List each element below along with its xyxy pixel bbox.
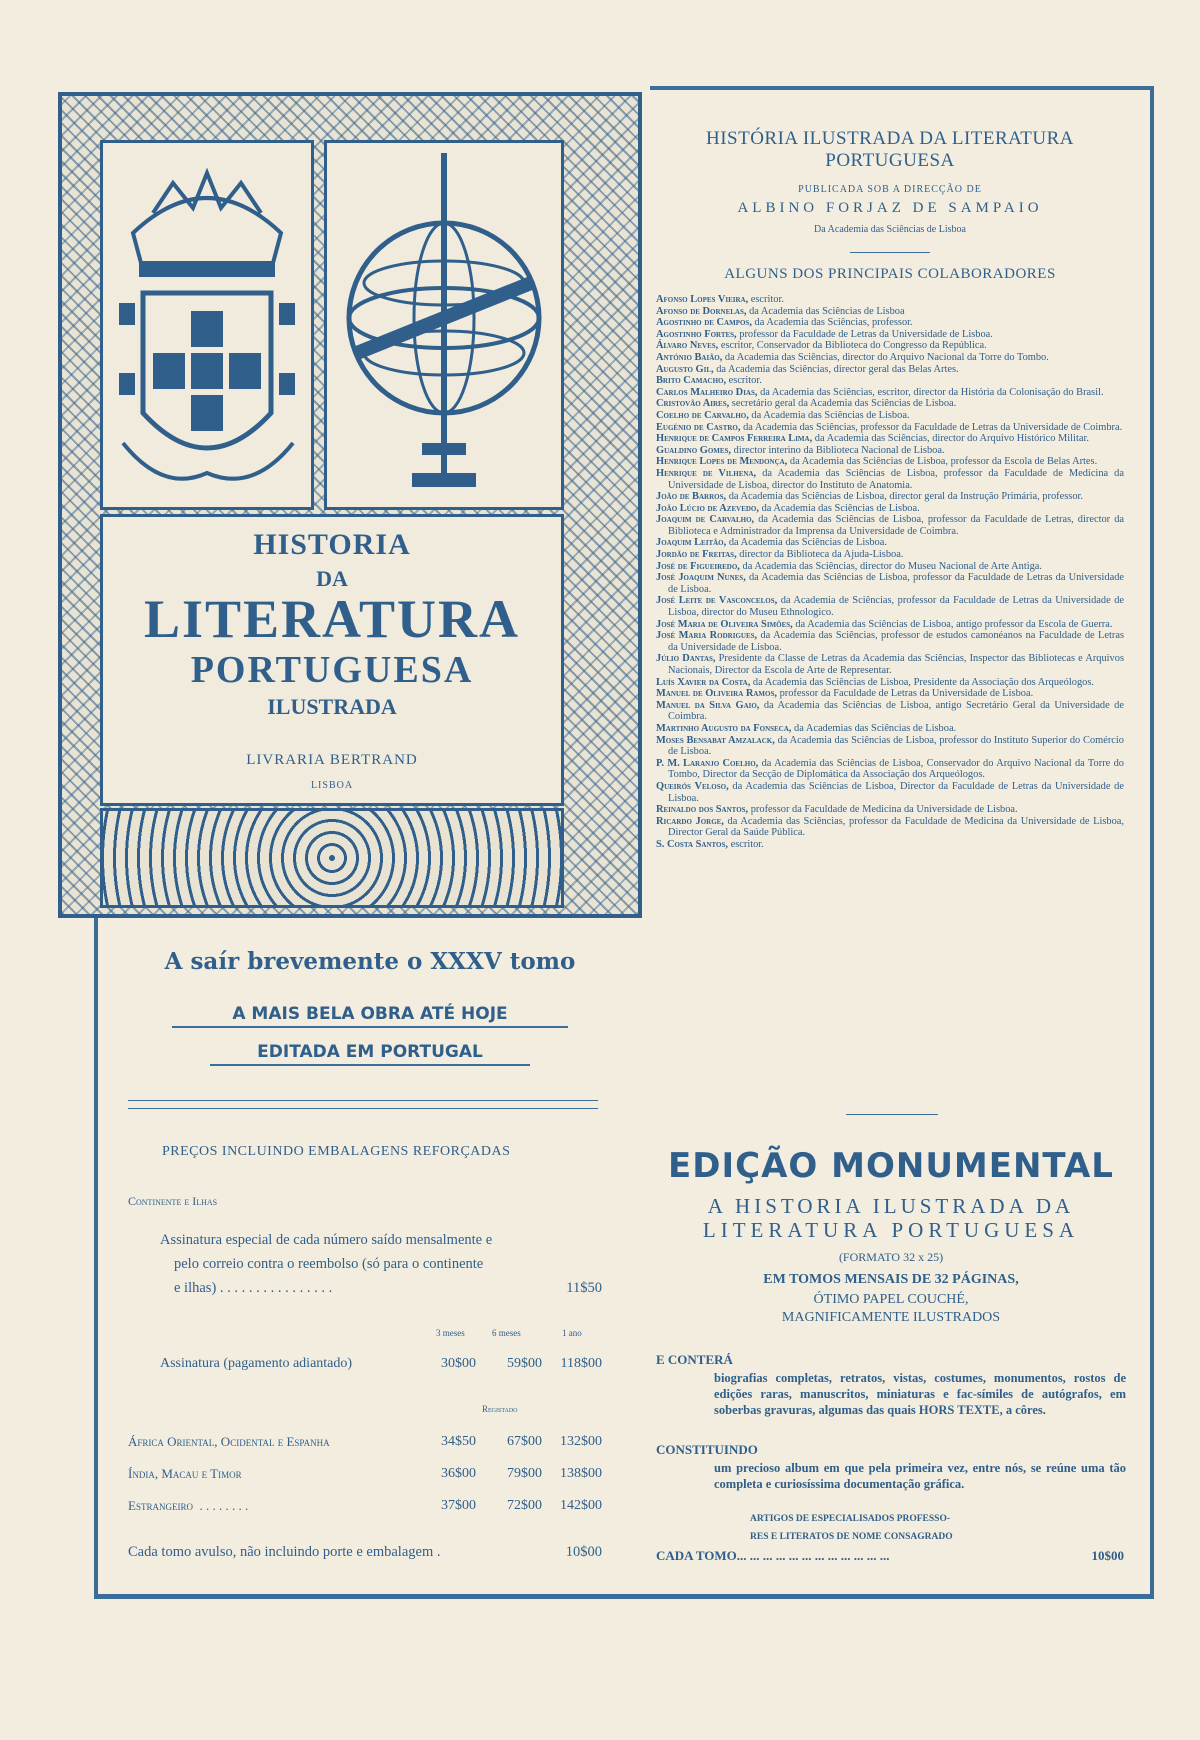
cover-ornament-strip [100, 808, 564, 908]
collaborator-name: José de Figueiredo, [656, 560, 740, 572]
collaborator-name: José Maria de Oliveira Simões, [656, 618, 793, 630]
collaborator-name: Ricardo Jorge, [656, 815, 724, 827]
col-header-3-meses: 3 meses [436, 1328, 465, 1338]
collaborator-name: João de Barros, [656, 491, 727, 503]
collaborator-name: Coelho de Carvalho, [656, 409, 749, 421]
price-3m: 37$00 [441, 1498, 476, 1513]
cada-tomo-price: 10$00 [1091, 1548, 1124, 1563]
bela-obra-line-1: A MAIS BELA OBRA ATÉ HOJE [232, 1004, 508, 1024]
tomos-line-2: ÓTIMO PAPEL COUCHÉ, [813, 1292, 969, 1307]
collaborator-description: da Academia das Sciências, director do Arquivo Nacional da Torre do Tombo. [722, 351, 1049, 363]
collaborator-entry [656, 329, 1124, 341]
right-title-2: PORTUGUESA [825, 150, 955, 171]
collaborator-description: da Academia das Sciências de Lisboa, antigo professor da Escola de Guerra. [792, 618, 1113, 630]
collaborator-entry [656, 456, 1124, 468]
collaborator-entry [656, 422, 1124, 434]
cover-title-line2: DA [316, 566, 348, 591]
collaborator-name: P. M. Laranjo Coelho, [656, 757, 759, 769]
collaborator-entry [656, 653, 1124, 676]
bela-obra-line-2: EDITADA EM PORTUGAL [257, 1042, 483, 1062]
collaborator-name: Carlos Malheiro Dias, [656, 386, 758, 398]
artigos-line-1: ARTIGOS DE ESPECIALISADOS PROFESSO- [750, 1514, 951, 1524]
collaborator-name: Manuel da Silva Gaio, [656, 699, 760, 711]
price-6m: 72$00 [507, 1498, 542, 1513]
collaborator-entry [656, 387, 1124, 399]
collaborator-name: Agostinho Fortes, [656, 328, 737, 340]
collaborator-description: da Academia das Sciências, professor da Faculdade de Medicina da Universidade de Lisboa, Director Geral da Saúde Pública. [668, 815, 1124, 839]
collaborator-name: Henrique Lopes de Mendonça, [656, 456, 788, 468]
collaborator-name: João Lúcio de Azevedo, [656, 502, 759, 514]
collaborator-description: da Academia das Sciências de Lisboa [746, 305, 905, 317]
collaborator-entry [656, 445, 1124, 457]
precos-heading: PREÇOS INCLUINDO EMBALAGENS REFORÇADAS [162, 1144, 511, 1159]
collaborator-description: da Academia das Sciências de Lisboa, Conservador do Arquivo Nacional da Torre do Tombo, Director da Secção de Diplomática da Associação dos Arqueólogos. [668, 757, 1124, 781]
director-academy: Da Academia das Sciências de Lisboa [814, 224, 966, 235]
collaborator-description: da Academia de Sciências, professor da Faculdade de Letras da Universidade de Lisboa, director do Museu Ethnologico. [668, 595, 1124, 619]
continente-label: Continente e Ilhas [128, 1194, 218, 1208]
collaborator-entry [656, 398, 1124, 410]
collaborator-description: da Academia das Sciências de Lisboa, professor do Instituto Superior do Comércio de Lisboa. [668, 734, 1124, 758]
assinatura-price-3m: 30$00 [441, 1356, 476, 1371]
collaborator-entry [656, 468, 1124, 491]
collaborator-entry [656, 735, 1124, 758]
collaborator-name: Henrique de Campos Ferreira Lima, [656, 433, 813, 445]
published-by: PUBLICADA SOB A DIRECÇÃO DE [798, 184, 982, 195]
collaborator-entry [656, 688, 1124, 700]
collaborator-name: Manuel de Oliveira Ramos, [656, 688, 777, 700]
left-double-rule-b [128, 1108, 598, 1109]
collaborator-name: Jordão de Freitas, [656, 549, 737, 561]
collaborators-list [656, 294, 1124, 851]
col-header-6-meses: 6 meses [492, 1328, 521, 1338]
assinatura-especial-line-3: e ilhas) . . . . . . . . . . . . . . . . [174, 1280, 333, 1296]
collaborator-description: escritor. [728, 838, 764, 850]
assinatura-especial-price: 11$50 [566, 1280, 602, 1296]
collaborator-name: António Baião, [656, 351, 723, 363]
collaborator-name: S. Costa Santos, [656, 838, 728, 850]
price-3m: 36$00 [441, 1466, 476, 1481]
collaborator-description: escritor. [748, 294, 784, 305]
edicao-title-1: A HISTORIA ILUSTRADA DA [707, 1194, 1075, 1218]
collaborator-entry [656, 595, 1124, 618]
collaborator-entry [656, 700, 1124, 723]
collaborator-name: Moses Bensabat Amzalack, [656, 734, 775, 746]
frame-top-rule [650, 86, 1154, 90]
collaborator-description: professor da Faculdade de Letras da Universidade de Lisboa. [776, 688, 1034, 700]
collaborator-entry [656, 340, 1124, 352]
book-cover-illustration [58, 92, 642, 918]
collaborator-description: da Academia das Sciências, professor da Faculdade de Letras da Universidade de Coimbra. [740, 421, 1123, 433]
edicao-title-2: LITERATURA PORTUGUESA [702, 1218, 1080, 1242]
assinatura-especial-line-2: pelo correio contra o reembolso (só para o continente [174, 1256, 484, 1272]
collaborator-name: Gualdino Gomes, [656, 444, 732, 456]
registado-label: Registado [482, 1404, 518, 1414]
collaborator-description: professor da Faculdade de Letras da Universidade de Lisboa. [736, 328, 993, 340]
saida-announcement: A saír brevemente o XXXV tomo [164, 948, 576, 975]
collaborator-name: Brito Camacho, [656, 375, 727, 387]
collaborator-description: da Academia das Sciências de Lisboa, Presidente da Associação dos Arqueólogos. [750, 676, 1094, 688]
collaborator-description: da Academia das Sciências de Lisboa, antigo Secretário Geral da Universidade de Coimbra. [668, 699, 1124, 723]
edicao-heading: EDIÇÃO MONUMENTAL [668, 1146, 1114, 1186]
collaborator-entry [656, 503, 1124, 515]
frame-bottom-rule [94, 1594, 1154, 1599]
collaborator-entry [656, 514, 1124, 537]
armillary-sphere-icon [327, 143, 561, 507]
collaborator-entry [656, 410, 1124, 422]
short-divider-2 [846, 1114, 938, 1115]
assinatura-price-6m: 59$00 [507, 1356, 542, 1371]
collaborator-name: Cristovão Aires, [656, 398, 730, 410]
collaborator-entry [656, 839, 1124, 851]
assinatura-label: Assinatura (pagamento adiantado) [160, 1356, 353, 1371]
collaborator-entry [656, 549, 1124, 561]
collaborator-description: da Academia das Sciências de Lisboa, director geral da Instrução Primária, professor. [726, 491, 1083, 503]
collaborator-name: Álvaro Neves, [656, 340, 719, 352]
collaborator-entry [656, 352, 1124, 364]
collaborator-description: da Academia das Sciências de Lisboa. [758, 502, 920, 514]
tomos-line-3: MAGNIFICAMENTE ILUSTRADOS [781, 1310, 1001, 1325]
tomos-line-1: EM TOMOS MENSAIS DE 32 PÁGINAS, [763, 1272, 1019, 1287]
bela-obra-underline-2 [210, 1064, 530, 1066]
price-1a: 142$00 [560, 1498, 602, 1513]
armillary-sphere-panel [324, 140, 564, 510]
collaborator-entry [656, 572, 1124, 595]
collaborator-name: Henrique de Vilhena, [656, 467, 757, 479]
collaborator-entry [656, 537, 1124, 549]
collaborator-description: escritor. [726, 375, 762, 387]
collaborator-name: José Maria Rodrigues, [656, 630, 758, 642]
collaborator-entry [656, 781, 1124, 804]
frame-right-rule [1150, 86, 1154, 1596]
collaborator-entry [656, 433, 1124, 445]
left-double-rule-a [128, 1100, 598, 1101]
contera-label: E CONTERÁ [656, 1352, 733, 1367]
collaborator-description: director interino da Biblioteca Nacional de Lisboa. [731, 444, 945, 456]
formato: (FORMATO 32 x 25) [838, 1250, 944, 1264]
price-row-label: Índia, Macau e Timor [128, 1466, 242, 1481]
collaborator-entry [656, 816, 1124, 839]
collaborator-name: Joaquim Leitão, [656, 537, 727, 549]
collaborator-name: Júlio Dantas, [656, 653, 716, 665]
collaborator-name: José Leite de Vasconcelos, [656, 595, 778, 607]
avulso-label: Cada tomo avulso, não incluindo porte e embalagem . [128, 1544, 441, 1560]
collaborator-description: da Academias das Sciências de Lisboa. [791, 722, 957, 734]
collaborator-description: director da Biblioteca da Ajuda-Lisboa. [736, 549, 904, 561]
short-divider-1 [850, 252, 930, 253]
collaborator-description: da Academia das Sciências de Lisboa, professor da Faculdade de Medicina da Universidade de Lisboa, director do Instituto de Anatomia. [668, 467, 1124, 491]
cada-tomo-label: CADA TOMO... ... ... ... ... ... ... ... ... ... ... ... [656, 1548, 890, 1563]
collaborator-entry [656, 491, 1124, 503]
cover-title-line3: LITERATURA [143, 589, 521, 649]
cover-publisher: LIVRARIA BERTRAND [246, 752, 418, 768]
collaborator-entry [656, 375, 1124, 387]
collaborator-description: da Academia das Sciências, escritor, director da História da Colonisação do Brasil. [757, 386, 1104, 398]
assinatura-price-1a: 118$00 [560, 1356, 602, 1371]
contera-text: biografias completas, retratos, vistas, costumes, monumentos, rostos de edições raras, manuscritos, miniaturas e fac-símiles de autógrafos, em soberbas gravuras, algumas das quais HORS TEXTE, a côres. [714, 1371, 1126, 1417]
collaborator-entry [656, 619, 1124, 631]
collaborator-entry [656, 723, 1124, 735]
collaborator-entry [656, 804, 1124, 816]
collaborator-description: da Academia das Sciências de Lisboa. [748, 409, 910, 421]
collaborator-entry [656, 306, 1124, 318]
avulso-price: 10$00 [565, 1544, 602, 1560]
collaborator-description: da Academia das Sciências de Lisboa, professor da Faculdade de Letras, director da Biblioteca e Administrador da Imprensa da Universidade de Coimbra. [668, 514, 1124, 537]
collaborator-description: escritor, Conservador da Biblioteca do Congresso da República. [718, 340, 987, 352]
price-row-label: África Oriental, Ocidental e Espanha [128, 1434, 330, 1449]
collaborator-description: da Academia das Sciências, professor de estudos camonéanos na Faculdade de Letras da Universidade de Lisboa. [668, 630, 1124, 653]
collaborator-name: Luís Xavier da Costa, [656, 676, 751, 688]
collaborator-entry [656, 758, 1124, 781]
collaborator-name: Joaquim de Carvalho, [656, 514, 755, 526]
collaborator-name: Afonso de Dornelas, [656, 305, 747, 317]
price-row-label: Estrangeiro . . . . . . . . [128, 1498, 249, 1513]
coat-of-arms-icon [103, 143, 311, 507]
collaborator-name: Martinho Augusto da Fonseca, [656, 722, 792, 734]
collaborator-description: da Academia das Sciências de Lisboa, Director da Faculdade de Letras da Universidade de Lisboa. [668, 780, 1124, 804]
collaborator-name: Agostinho de Campos, [656, 317, 752, 329]
constituindo-label: CONSTITUINDO [656, 1442, 758, 1457]
collaborator-name: Queirós Veloso, [656, 780, 729, 792]
collaborator-entry [656, 294, 1124, 306]
collaborator-description: Presidente da Classe de Letras da Academia das Sciências, Inspector das Bibliotecas e Arquivos Nacionais, Director da Escola de Arte de Representar. [668, 653, 1124, 676]
assinatura-especial-line-1: Assinatura especial de cada número saído mensalmente e [160, 1232, 493, 1248]
collaborator-description: da Academia das Sciências, director do Museu Nacional de Arte Antiga. [739, 560, 1043, 572]
price-6m: 67$00 [507, 1434, 542, 1449]
collab-heading: ALGUNS DOS PRINCIPAIS COLABORADORES [724, 266, 1056, 282]
price-1a: 132$00 [560, 1434, 602, 1449]
collaborator-description: da Academia das Sciências, director do Arquivo Histórico Militar. [812, 433, 1089, 445]
collaborator-description: da Academia das Sciências de Lisboa, professor da Escola de Belas Artes. [787, 456, 1098, 468]
collaborator-entry [656, 364, 1124, 376]
bela-obra-underline-1 [172, 1026, 568, 1028]
collaborator-entry [656, 317, 1124, 329]
director-name: ALBINO FORJAZ DE SAMPAIO [737, 200, 1043, 216]
collaborator-name: Eugénio de Castro, [656, 421, 741, 433]
price-3m: 34$50 [441, 1434, 476, 1449]
coat-of-arms-panel [100, 140, 314, 510]
collaborator-description: da Academia das Sciências, director geral das Belas Artes. [713, 363, 959, 375]
cover-title-line4: PORTUGUESA [190, 649, 474, 691]
cover-title-line5: ILUSTRADA [267, 694, 397, 719]
collaborator-description: da Academia das Sciências de Lisboa, professor da Faculdade de Letras da Universidade de Lisboa. [668, 572, 1125, 595]
collaborator-entry [656, 561, 1124, 573]
collaborator-entry [656, 630, 1124, 653]
cover-city: LISBOA [310, 780, 354, 791]
collaborator-entry [656, 677, 1124, 689]
collaborator-description: secretário geral da Academia das Sciências de Lisboa. [729, 398, 957, 410]
col-header-1-ano: 1 ano [562, 1328, 582, 1338]
collaborator-name: Augusto Gil, [656, 363, 714, 375]
collaborator-description: da Academia das Sciências, professor. [751, 317, 913, 329]
collaborator-description: da Academia das Sciências de Lisboa. [726, 537, 887, 549]
collaborator-name: Reinaldo dos Santos, [656, 804, 749, 816]
collaborator-name: Afonso Lopes Vieira, [656, 294, 749, 305]
collaborator-name: José Joaquim Nunes, [656, 572, 746, 584]
right-title-1: HISTÓRIA ILUSTRADA DA LITERATURA [705, 128, 1075, 149]
constituindo-text: um precioso album em que pela primeira vez, entre nós, se reúne uma tão completa e curiosíssima documentação gráfica. [714, 1461, 1126, 1491]
collaborator-description: professor da Faculdade de Medicina da Universidade de Lisboa. [748, 804, 1018, 816]
price-6m: 79$00 [507, 1466, 542, 1481]
price-1a: 138$00 [560, 1466, 602, 1481]
cover-title-line1: HISTORIA [253, 528, 411, 561]
artigos-line-2: RES E LITERATOS DE NOME CONSAGRADO [750, 1532, 953, 1542]
